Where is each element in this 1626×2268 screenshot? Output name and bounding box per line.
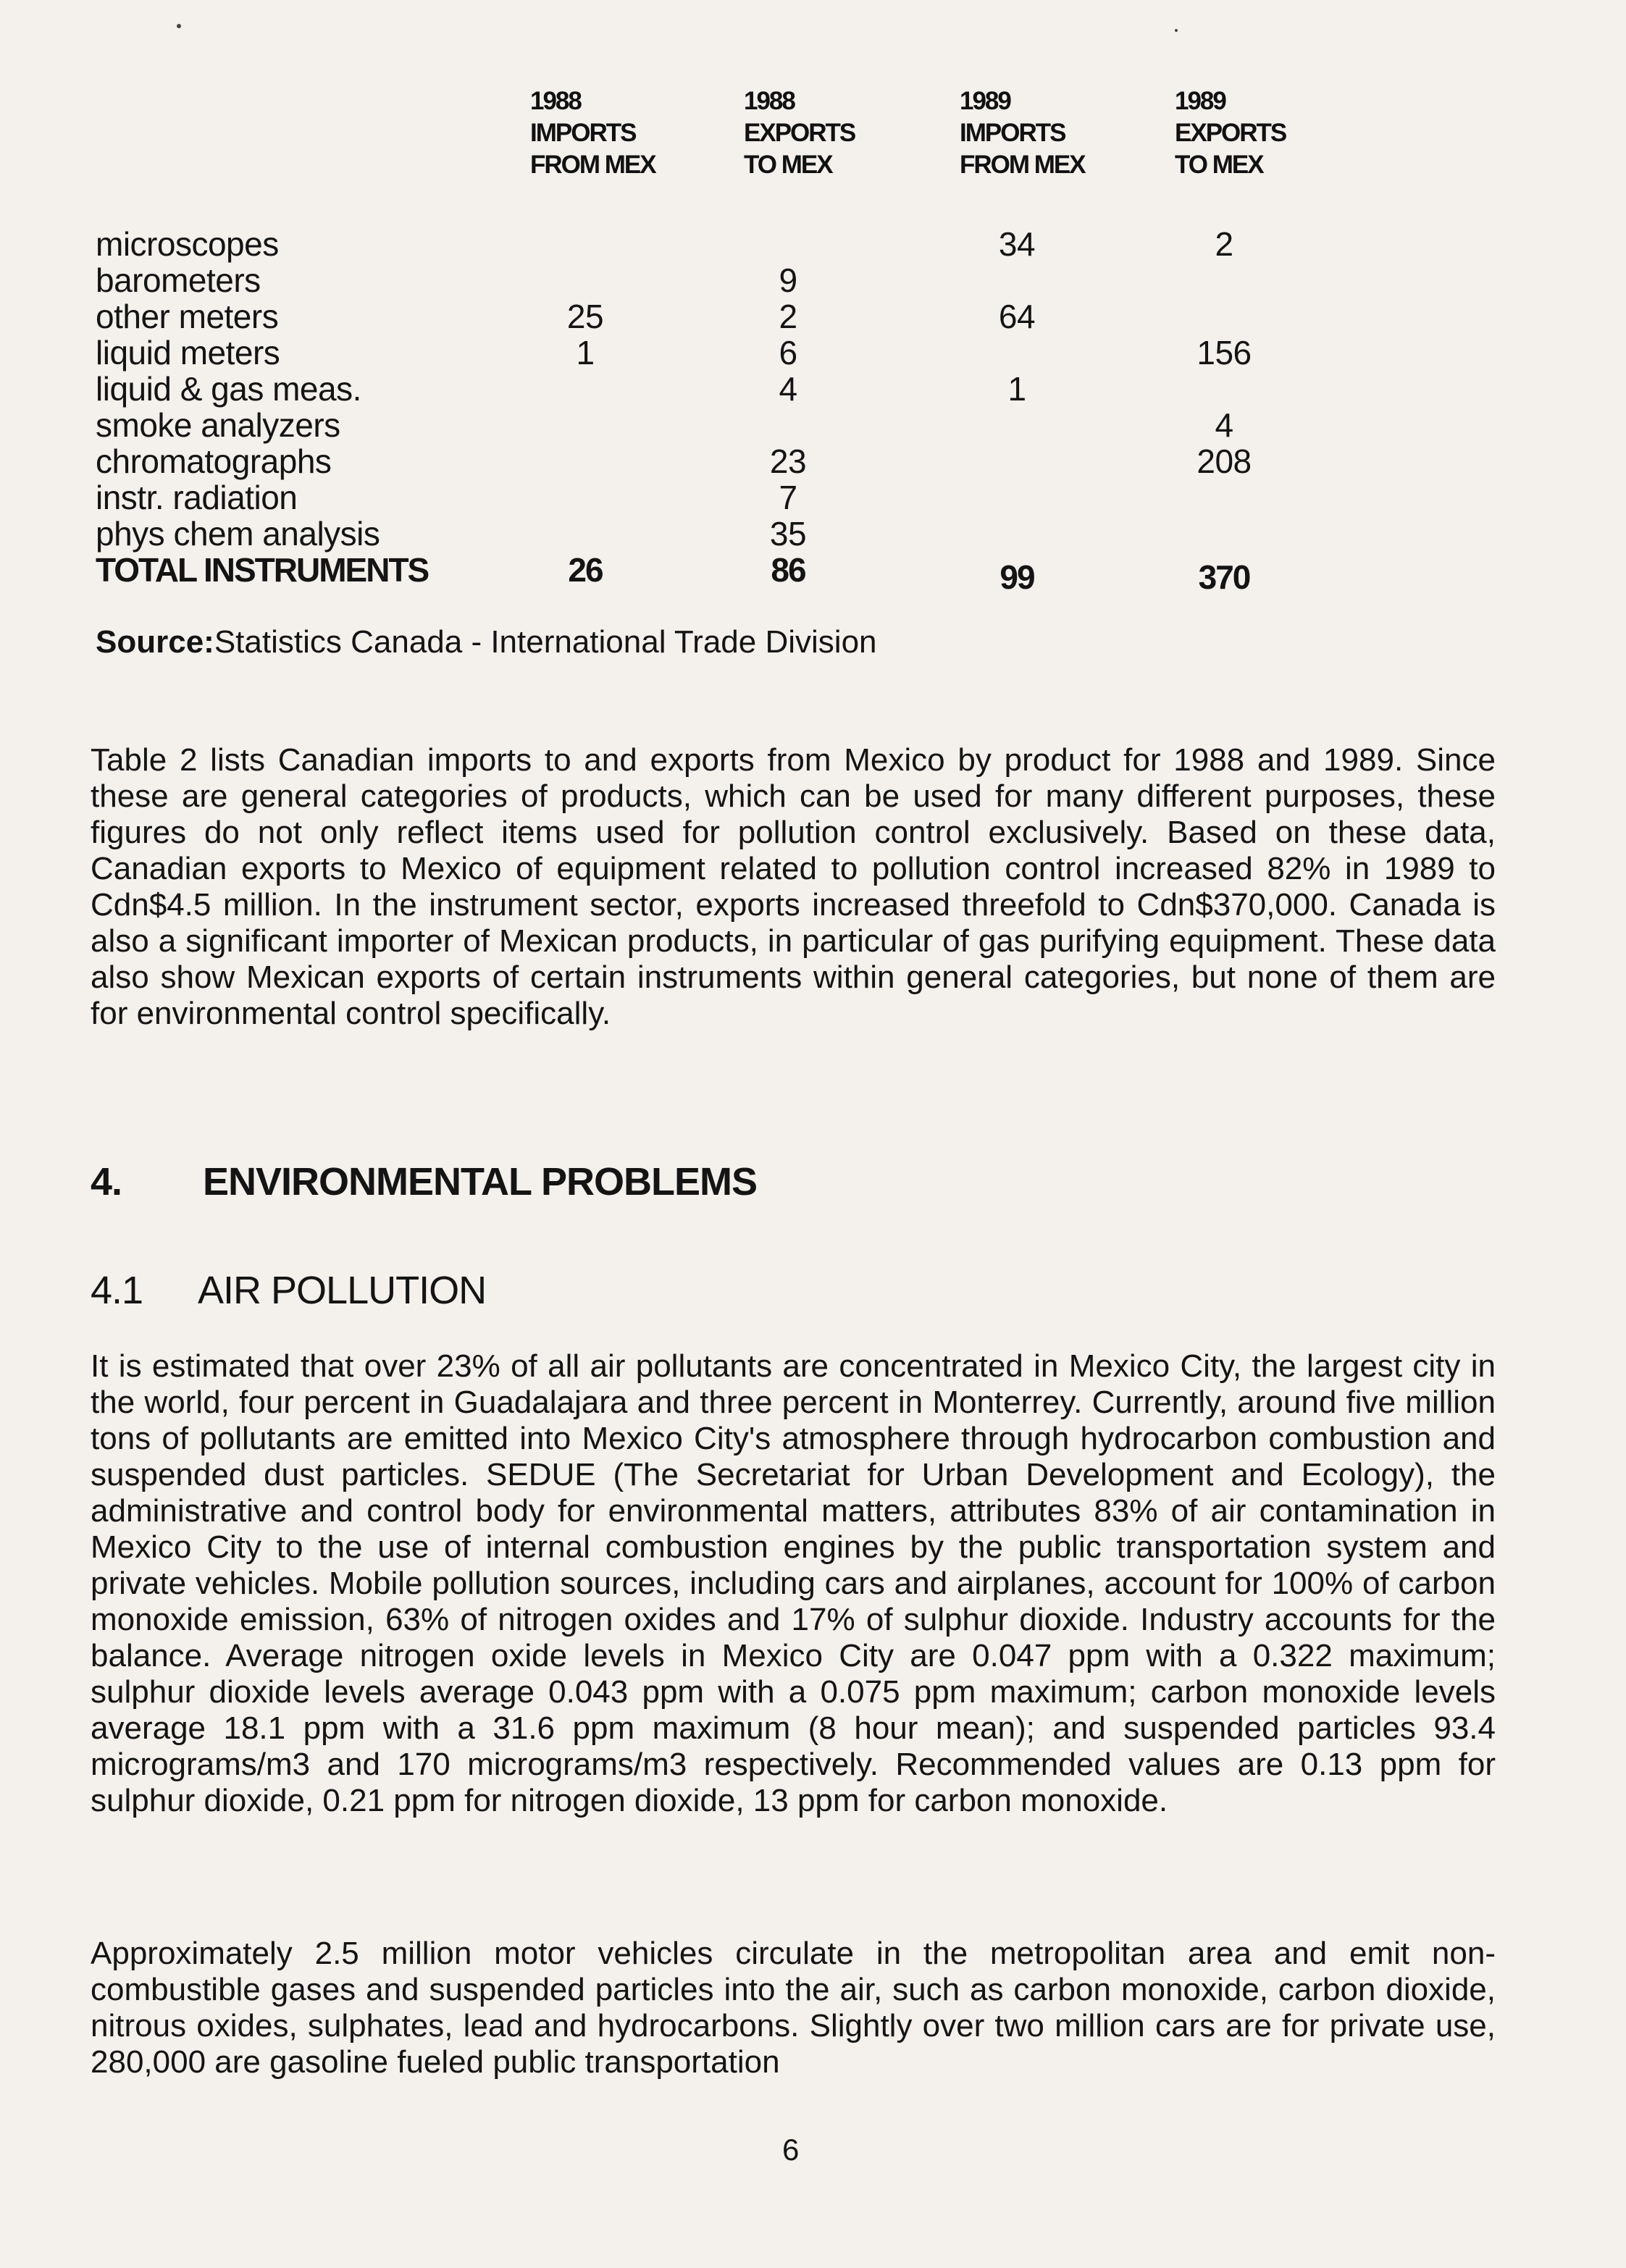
row-label: other meters — [96, 298, 279, 335]
cell-1988-exports: 9 — [779, 261, 797, 299]
scan-speck — [177, 24, 181, 28]
row-label: barometers — [96, 261, 261, 299]
paragraph-table2: Table 2 lists Canadian imports to and exports from Mexico by product for 1988 and 1989. Since these are general categories of products, which can be used for many different purposes, these figures do not only reflect items used for pollution control exclusively. Based on these data, Canadian exports to Mexico of equipment related to pollution control increased 82% in 1989 to Cdn$4.5 million. In the instrument sector, exports increased threefold to Cdn$370,000. Canada is also a significant importer of Mexican products, in particular of gas purifying equipment. These data also show Mexican exports of certain instruments within general categories, but none of them are for environmental control specifically. — [91, 742, 1496, 1031]
table-row — [96, 298, 1327, 335]
table-row — [96, 516, 1327, 552]
scan-speck — [1175, 29, 1178, 32]
row-label: phys chem analysis — [96, 515, 380, 553]
cell-1989-exports: 156 — [1197, 334, 1252, 371]
table-row — [96, 226, 1327, 262]
cell-1988-imports: 1 — [576, 334, 595, 371]
total-1988-exports: 86 — [771, 551, 805, 589]
header-1988-imports: 1988 IMPORTS FROM MEX — [530, 87, 655, 179]
paragraph-motor-vehicles: Approximately 2.5 million motor vehicles circulate in the metropolitan area and emit non-combustible gases and suspended particles into the air, such as carbon monoxide, carbon dioxide, nitrous oxides, sulphates, lead and hydrocarbons. Slightly over two million cars are for private use, 280,000 are gasoline fueled public transportation — [91, 1936, 1496, 2080]
table-row — [96, 371, 1327, 407]
cell-1989-exports: 208 — [1197, 442, 1252, 480]
total-1989-imports: 99 — [1000, 558, 1034, 596]
total-label: TOTAL INSTRUMENTS — [96, 551, 429, 589]
cell-1988-exports: 23 — [769, 442, 807, 480]
cell-1989-exports: 4 — [1215, 406, 1233, 444]
source-label: Source: — [96, 624, 214, 660]
row-label: microscopes — [96, 225, 279, 263]
header-1989-exports: 1989 EXPORTS TO MEX — [1175, 87, 1286, 179]
header-1989-imports: 1989 IMPORTS FROM MEX — [960, 87, 1085, 179]
table-source — [96, 624, 877, 660]
cell-1988-exports: 4 — [779, 370, 797, 408]
section-number: 4. — [91, 1160, 122, 1204]
cell-1988-exports: 2 — [779, 298, 797, 335]
cell-1989-exports: 2 — [1215, 225, 1233, 263]
cell-1989-imports: 64 — [998, 298, 1036, 335]
table-row — [96, 479, 1327, 516]
paragraph-air-pollution: It is estimated that over 23% of all air pollutants are concentrated in Mexico City, the largest city in the world, four percent in Guadalajara and three percent in Monterrey. Currently, around five million tons of pollutants are emitted into Mexico City's atmosphere through hydrocarbon combustion and suspended dust particles. SEDUE (The Secretariat for Urban Development and Ecology), the administrative and control body for environmental matters, attributes 83% of air contamination in Mexico City to the use of internal combustion engines by the public transportation system and private vehicles. Mobile pollution sources, including cars and airplanes, account for 100% of carbon monoxide emission, 63% of nitrogen oxides and 17% of sulphur dioxide. Industry accounts for the balance. Average nitrogen oxide levels in Mexico City are 0.047 ppm with a 0.322 maximum; sulphur dioxide levels average 0.043 ppm with a 0.075 ppm maximum; carbon monoxide levels average 18.1 ppm with a 31.6 ppm maximum (8 hour mean); and suspended particles 93.4 micrograms/m3 and 170 micrograms/m3 respectively. Recommended values are 0.13 ppm for sulphur dioxide, 0.21 ppm for nitrogen dioxide, 13 ppm for carbon monoxide. — [91, 1348, 1496, 1818]
total-1989-exports: 370 — [1198, 558, 1250, 596]
cell-1989-imports: 34 — [998, 225, 1036, 263]
subsection-number: 4.1 — [91, 1269, 143, 1312]
table-row — [96, 262, 1327, 298]
row-label: liquid meters — [96, 334, 280, 371]
page-number: 6 — [782, 2133, 800, 2167]
cell-1988-imports: 25 — [566, 298, 604, 335]
table-row — [96, 407, 1327, 443]
source-text: Statistics Canada - International Trade Division — [214, 624, 877, 660]
cell-1988-exports: 7 — [779, 479, 797, 516]
table-row — [96, 443, 1327, 479]
row-label: instr. radiation — [96, 479, 298, 516]
table-total-row — [96, 551, 1327, 596]
cell-1989-imports: 1 — [1007, 370, 1026, 408]
row-label: chromatographs — [96, 442, 332, 480]
cell-1988-exports: 6 — [779, 334, 797, 371]
header-1988-exports: 1988 EXPORTS TO MEX — [744, 87, 855, 179]
table-row — [96, 335, 1327, 371]
subsection-title: AIR POLLUTION — [198, 1269, 487, 1312]
row-label: liquid & gas meas. — [96, 370, 361, 408]
total-1988-imports: 26 — [568, 551, 603, 589]
section-title: ENVIRONMENTAL PROBLEMS — [203, 1160, 758, 1204]
row-label: smoke analyzers — [96, 406, 340, 444]
cell-1988-exports: 35 — [769, 515, 807, 553]
